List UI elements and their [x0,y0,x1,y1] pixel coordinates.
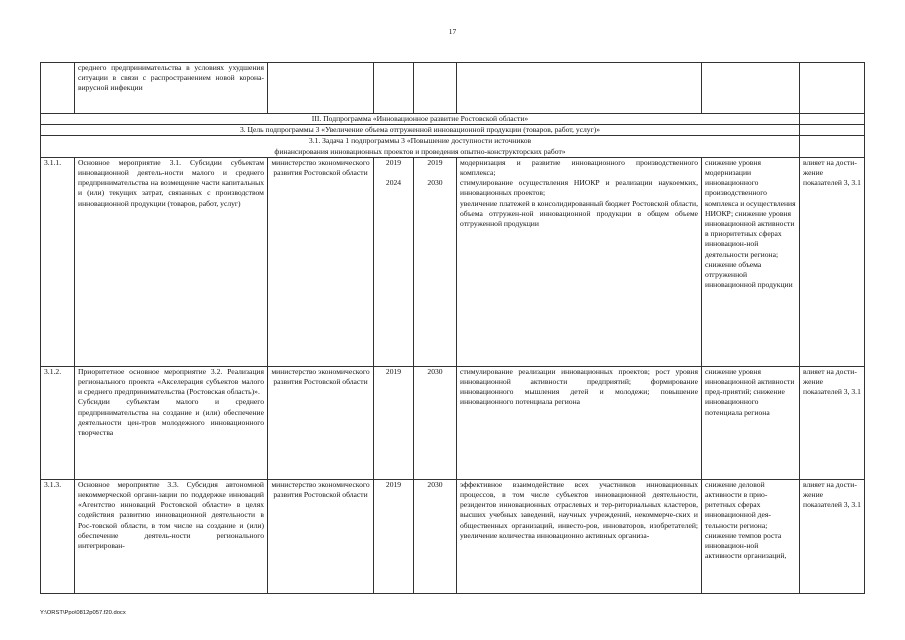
section-heading-row [41,114,865,125]
cell-end: 2030 [414,366,457,479]
task-heading-line1: 3.1. Задача 1 подпрограммы 3 «Повышение доступности источников [308,136,532,146]
cell-name: среднего предпринимательства в условиях ухудшения ситуации в связи с распространением новой корона-вирусной инфекции [75,63,268,114]
cell-result [457,63,702,114]
table-row [41,157,865,366]
cell-end [414,63,457,114]
cell-result: модернизация и развитие инновационного производственного комплекса; стимулирование осуществления НИОКР и реализации наукоемких, инновационных проектов; увеличение платежей в консолидированный бюджет Ростовской области, объема отгружен-ной инновационной продукции в общем объеме отгруженной продукции [457,157,702,366]
cell-result: стимулирование реализации инновационных проектов; рост уровня инновационной активности предприятий; формирование инновационного мышления детей и молодежи; повышение инновационного потенциала региона [457,366,702,479]
cell-executor [268,63,374,114]
goal-heading-row [41,125,865,136]
cell-num: 3.1.1. [41,157,75,366]
task-heading-line2: финансирования инновационных проектов и проведения опытно-конструкторских работ» [274,146,566,156]
measures-table [40,62,865,594]
cell-start: 2019 2024 [374,157,414,366]
cell-name: Основное мероприятие 3.1. Субсидии субъектам инновационной деятель-ности малого и среднего предпринимательства на возмещение части капитальных и (или) текущих затрат, связанных с производством инновационной продукции (товаров, работ, услуг) [75,157,268,366]
cell-name: Основное мероприятие 3.3. Субсидия автономной некоммерческой органи-зации по поддержке инноваций «Агентство инноваций Ростовской области» в целях содействия развитию инновационной деятельности в Рос-товской области, в том числе на создание и (или) обеспечение деятель-ности регионального интегрирован- [75,479,268,593]
footer-file-path: Y:\ORST\Ppo\0812p057.f20.docx [40,610,126,616]
table-row [41,366,865,479]
cell-link: влияет на дости-жение показателей 3, 3.1 [800,157,865,366]
cell-num: 3.1.3. [41,479,75,593]
cell-consequence: снижение деловой активности в прио-ритетных сферах инновационной дея-тельности региона; снижение темпов роста инновацион-ной активности организаций, [702,479,800,593]
task-heading [41,136,800,157]
cell-consequence: снижение уровня инновационной активности пред-приятий; снижение инновационного потенциала региона [702,366,800,479]
cell-end: 2030 [414,479,457,593]
section-heading: III. Подпрограмма «Инновационное развитие Ростовской области» [41,114,800,125]
cell-num: 3.1.2. [41,366,75,479]
cell-consequence [702,63,800,114]
page-number: 17 [448,27,457,36]
cell-executor: министерство экономического развития Ростовской области [268,479,374,593]
cell-start: 2019 [374,479,414,593]
cell-link: влияет на дости-жение показателей 3, 3.1 [800,479,865,593]
table-row [41,479,865,593]
cell-link: влияет на дости-жение показателей 3, 3.1 [800,366,865,479]
task-heading-row [41,136,865,157]
cell-name: Приоритетное основное мероприятие 3.2. Реализация регионального проекта «Акселерация субъектов малого и среднего предпринимательства (Ростовская область)». Субсидии субъектам малого и среднего предпринимательства на создание и (или) обеспечение деятельности цен-тров молодежного инновационного творчества [75,366,268,479]
goal-heading: 3. Цель подпрограммы 3 «Увеличение объема отгруженной инновационной продукции (товаров, работ, услуг)» [41,125,800,136]
cell-link [800,63,865,114]
cell-result: эффективное взаимодействие всех участников инновационных процессов, в том числе субъектов инновационной деятельности, резидентов инновационных отраслевых и тер-риториальных кластеров, высших учебных заведений, научных учреждений, некоммерче-ских и общественных организаций, инвесто-ров, инноваторов, изобретателей; увеличение количества инновационно активных организа- [457,479,702,593]
cell-consequence: снижение уровня модернизации инновационного производственного комплекса и осуществления НИОКР; снижение уровня инновационной активности в приоритетных сферах инновацион-ной деятельности региона; снижение объема отгруженной инновационной продукции [702,157,800,366]
cell-start: 2019 [374,366,414,479]
cell-executor: министерство экономического развития Ростовской области [268,366,374,479]
cell-end: 2019 2030 [414,157,457,366]
table-row-continued [41,63,865,114]
cell-num [41,63,75,114]
cell-executor: министерство экономического развития Ростовской области [268,157,374,366]
cell-start [374,63,414,114]
